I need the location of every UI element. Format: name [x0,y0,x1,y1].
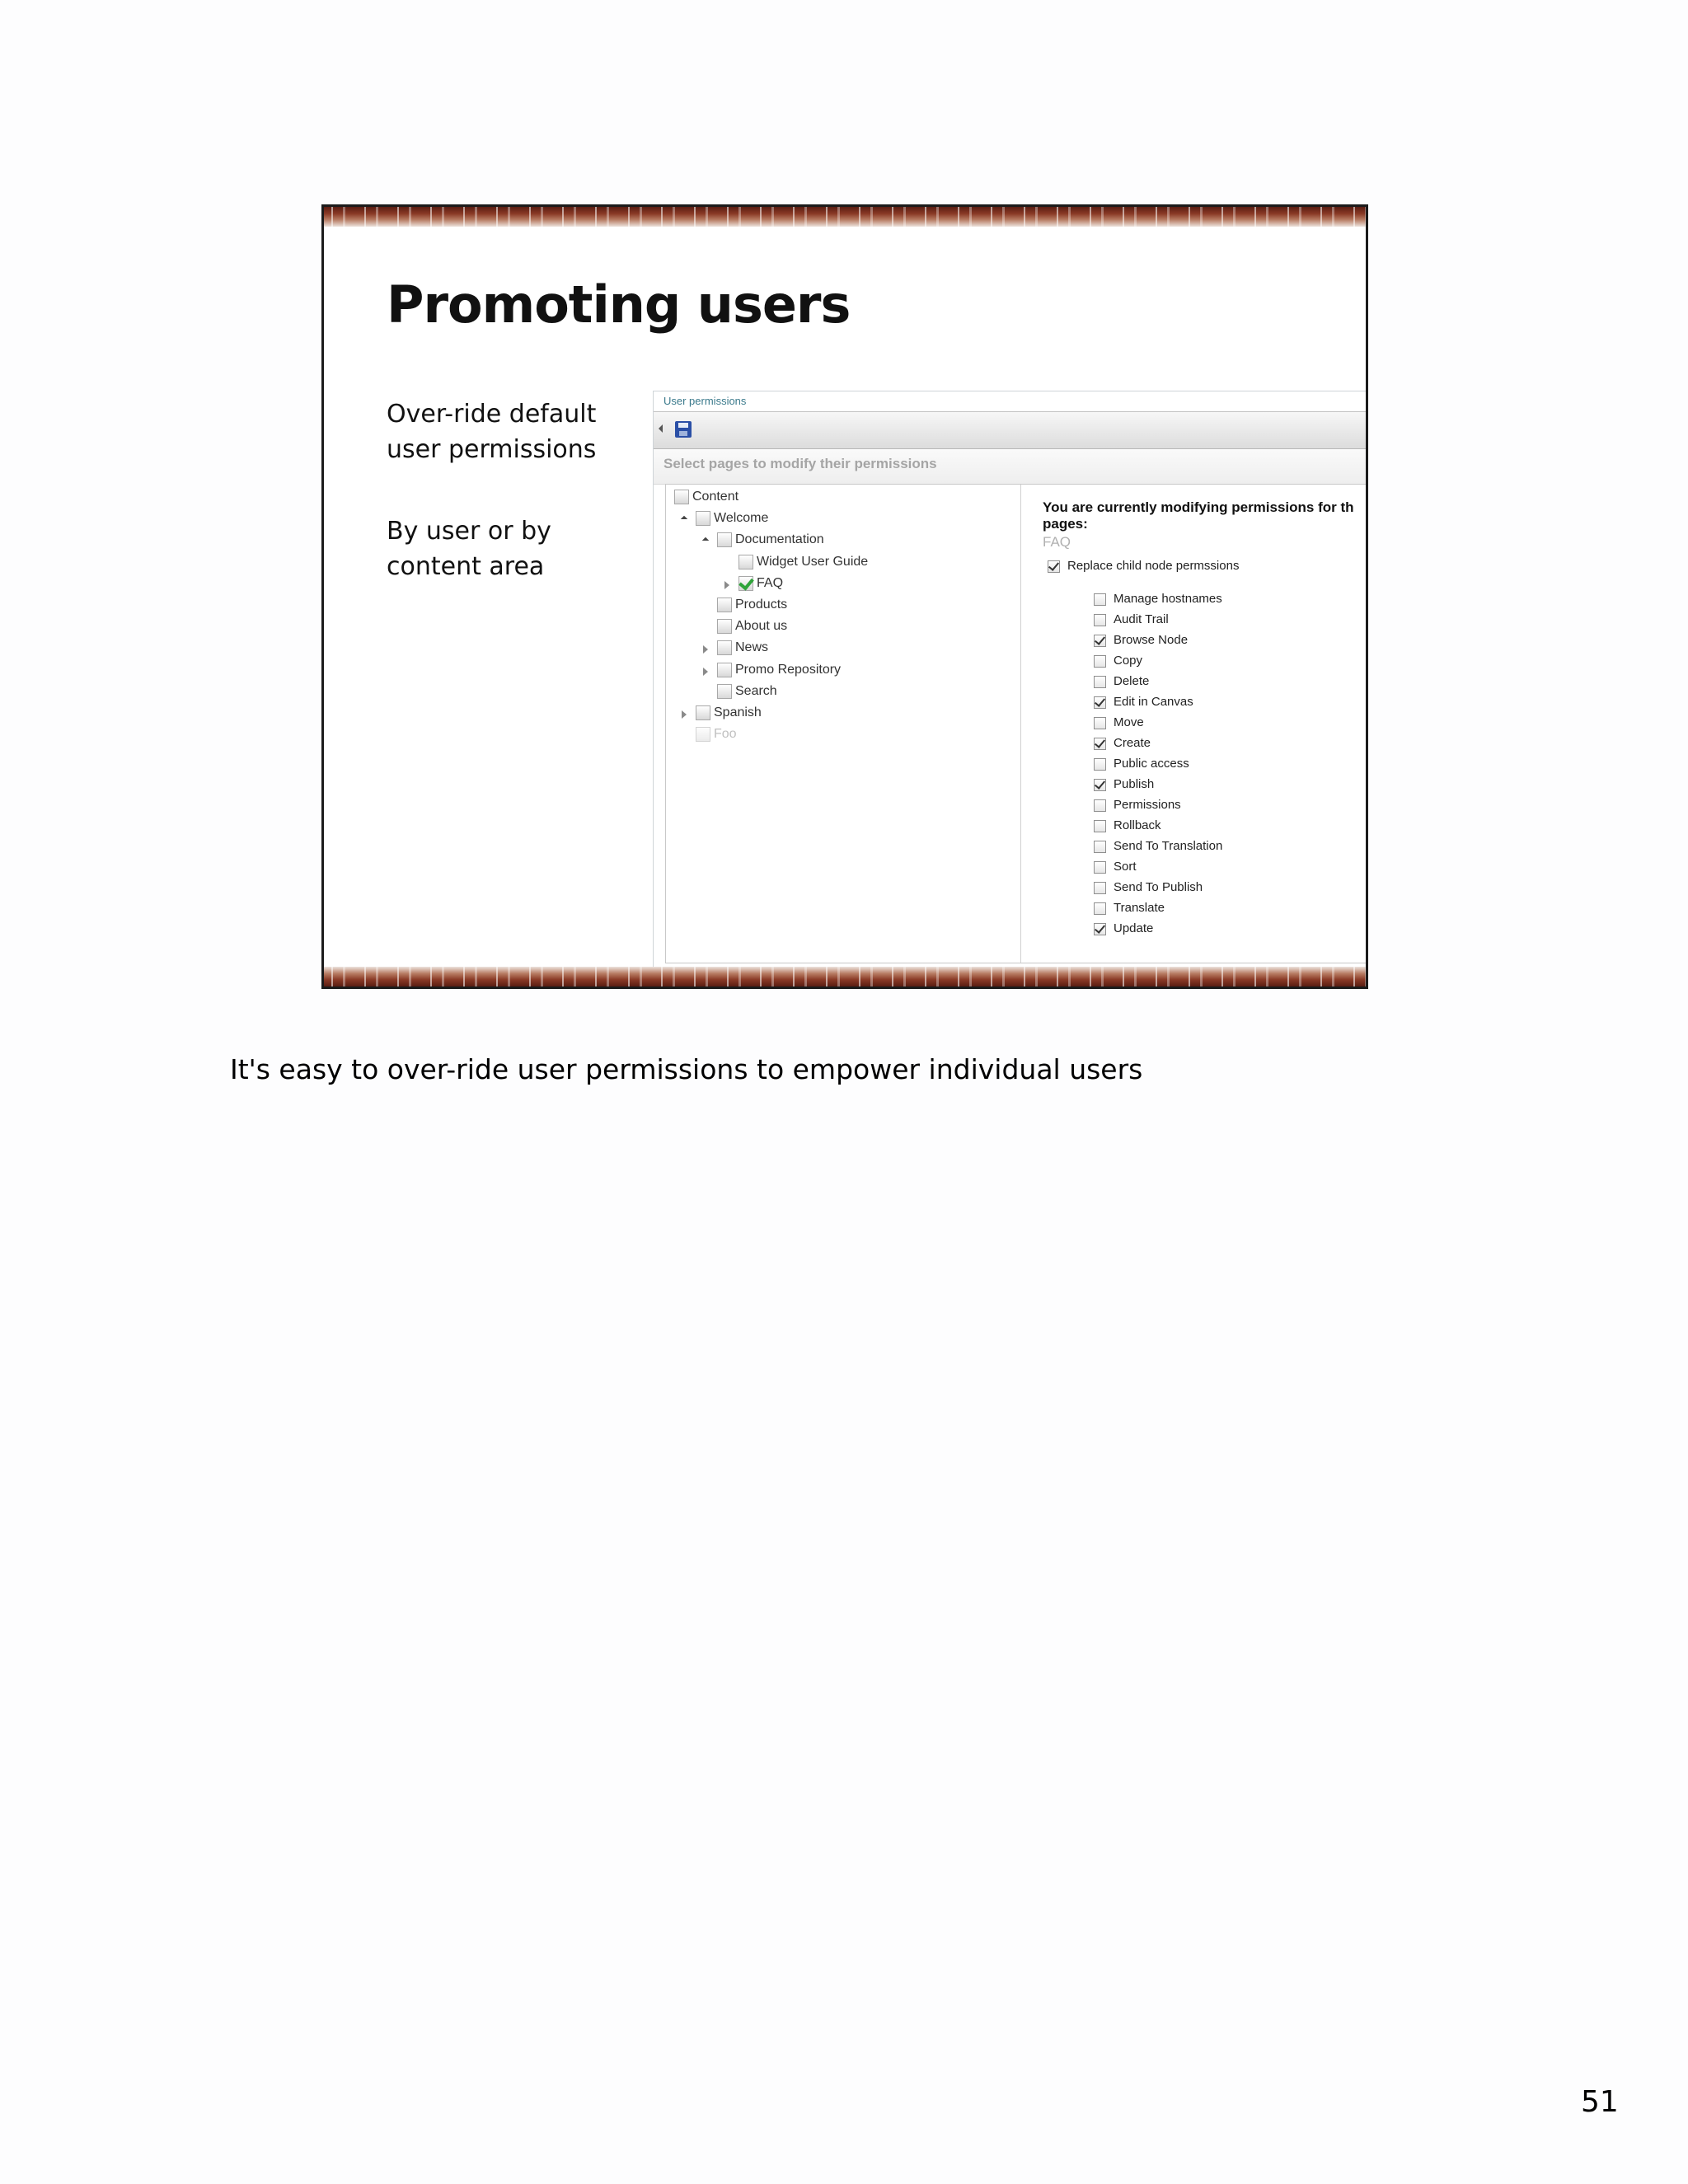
tree-checkbox[interactable] [696,705,710,720]
checkbox-icon[interactable] [1094,696,1106,709]
checkbox-icon[interactable] [1094,820,1106,832]
tree-checkbox[interactable] [696,511,710,526]
slide-border-bottom [324,967,1366,987]
slide-caption: It's easy to over-ride user permissions to empower individual users [230,1053,1143,1085]
permission-permissions[interactable] [1094,796,1222,817]
checkbox-icon[interactable] [1094,717,1106,729]
permission-manage-hostnames[interactable] [1094,590,1222,611]
permission-label: Browse Node [1114,633,1189,647]
tree-item-news[interactable] [717,640,768,658]
permission-label: Sort [1114,860,1137,874]
permission-label: Create [1114,736,1151,750]
content-tree [666,485,1021,963]
checkbox-icon[interactable] [1094,902,1106,915]
permission-label: Translate [1114,901,1165,915]
permission-send-to-publish[interactable] [1094,879,1222,899]
permission-label: Audit Trail [1114,612,1169,626]
tree-item-about-us[interactable] [717,619,787,637]
expand-open-icon[interactable] [702,537,709,544]
checkbox-icon[interactable] [1094,779,1106,791]
permission-label: Permissions [1114,798,1181,812]
tree-checkbox[interactable] [717,619,732,634]
permissions-panel [665,484,1368,963]
permission-label: Edit in Canvas [1114,695,1193,709]
replace-child-label: Replace child node permssions [1067,559,1240,573]
permission-list [1094,590,1222,940]
selected-page-name: FAQ [1043,534,1071,550]
page-number: 51 [1581,2085,1619,2119]
tree-item-label: Welcome [714,511,769,526]
checkbox-icon[interactable] [1094,593,1106,606]
expand-closed-icon[interactable] [682,710,687,719]
permission-label: Send To Translation [1114,839,1223,853]
tree-item-label: Documentation [735,532,824,547]
tree-checkbox[interactable] [717,663,732,677]
tree-item-products[interactable] [717,598,787,616]
tree-item-label: Content [692,490,739,504]
window-title: User permissions [663,395,747,407]
permission-label: Send To Publish [1114,880,1203,894]
slide-bullet-1: Over-ride default user permissions [387,400,597,464]
tree-item-search[interactable] [717,684,777,702]
permission-send-to-translation[interactable] [1094,837,1222,858]
section-title: Select pages to modify their permissions [663,456,937,471]
floppy-disk-icon[interactable] [675,421,692,438]
permission-delete[interactable] [1094,673,1222,693]
permission-rollback[interactable] [1094,817,1222,837]
permission-label: Delete [1114,674,1150,688]
permission-label: Copy [1114,654,1143,668]
expand-closed-icon[interactable] [724,581,729,589]
permission-audit-trail[interactable] [1094,611,1222,631]
checkbox-icon[interactable] [1094,841,1106,853]
permission-move[interactable] [1094,714,1222,734]
permission-label: Move [1114,715,1144,729]
tree-item-documentation[interactable] [717,532,824,551]
tree-item-label: Promo Repository [735,662,842,677]
checkbox-icon[interactable] [1048,560,1060,573]
tree-item-welcome[interactable] [696,511,768,529]
tree-item-label: Spanish [714,705,762,719]
permissions-area [1021,485,1368,963]
checkbox-icon[interactable] [1094,635,1106,647]
slide-image [321,204,1368,989]
checkbox-icon[interactable] [1094,882,1106,894]
checkbox-icon[interactable] [1094,861,1106,874]
slide-title: Promoting users [387,274,851,335]
tree-checkbox[interactable] [717,532,732,547]
back-arrow-icon[interactable] [659,424,663,433]
tree-item-label: Widget User Guide [757,554,869,569]
permissions-heading-line2: pages: [1043,516,1088,532]
checkbox-icon[interactable] [1094,799,1106,812]
tree-checkbox[interactable] [674,490,689,504]
permission-label: Manage hostnames [1114,592,1222,606]
permission-public-access[interactable] [1094,755,1222,776]
tree-item-widget-user-guide[interactable] [738,555,868,573]
checkbox-icon[interactable] [1094,614,1106,626]
toolbar [654,411,1368,449]
permission-sort[interactable] [1094,858,1222,879]
expand-closed-icon[interactable] [703,668,708,676]
tree-item-spanish[interactable] [696,705,762,724]
tree-item-label: Foo [714,727,737,742]
checkbox-icon[interactable] [1094,676,1106,688]
tree-checkbox[interactable] [738,555,753,569]
permission-label: Rollback [1114,818,1161,832]
slide-border-top [324,207,1366,227]
permission-browse-node[interactable] [1094,631,1222,652]
permission-create[interactable] [1094,734,1222,755]
expand-open-icon[interactable] [681,516,687,523]
user-permissions-screenshot [653,391,1368,968]
tree-item-label: News [735,640,769,655]
permissions-heading-line1: You are currently modifying permissions for th [1043,499,1354,515]
green-check-icon[interactable] [738,576,753,591]
tree-checkbox[interactable] [717,684,732,699]
checkbox-icon[interactable] [1094,738,1106,750]
checkbox-icon[interactable] [1094,923,1106,935]
slide-bullet-2: By user or by content area [387,517,551,581]
tree-item-label: Products [735,598,788,612]
tree-checkbox[interactable] [717,598,732,612]
permission-edit-in-canvas[interactable] [1094,693,1222,714]
permission-copy[interactable] [1094,652,1222,673]
tree-item-label: Search [735,683,777,698]
replace-child-permissions-checkbox[interactable] [1048,559,1239,573]
tree-item-content[interactable] [674,490,738,508]
permission-label: Publish [1114,777,1155,791]
expand-closed-icon[interactable] [703,645,708,654]
tree-checkbox[interactable] [696,727,710,742]
permissions-heading [1043,499,1368,532]
tree-item-faq[interactable] [738,576,783,594]
checkbox-icon[interactable] [1094,655,1106,668]
tree-checkbox[interactable] [717,640,732,655]
permission-label: Public access [1114,757,1189,771]
tree-item-label: FAQ [757,575,784,590]
permission-publish[interactable] [1094,776,1222,796]
checkbox-icon[interactable] [1094,758,1106,771]
tree-item-label: About us [735,619,788,634]
tree-item-promo-repository[interactable] [717,663,841,681]
permission-update[interactable] [1094,920,1222,940]
tree-item-foo[interactable] [696,727,737,745]
permission-label: Update [1114,921,1154,935]
permission-translate[interactable] [1094,899,1222,920]
